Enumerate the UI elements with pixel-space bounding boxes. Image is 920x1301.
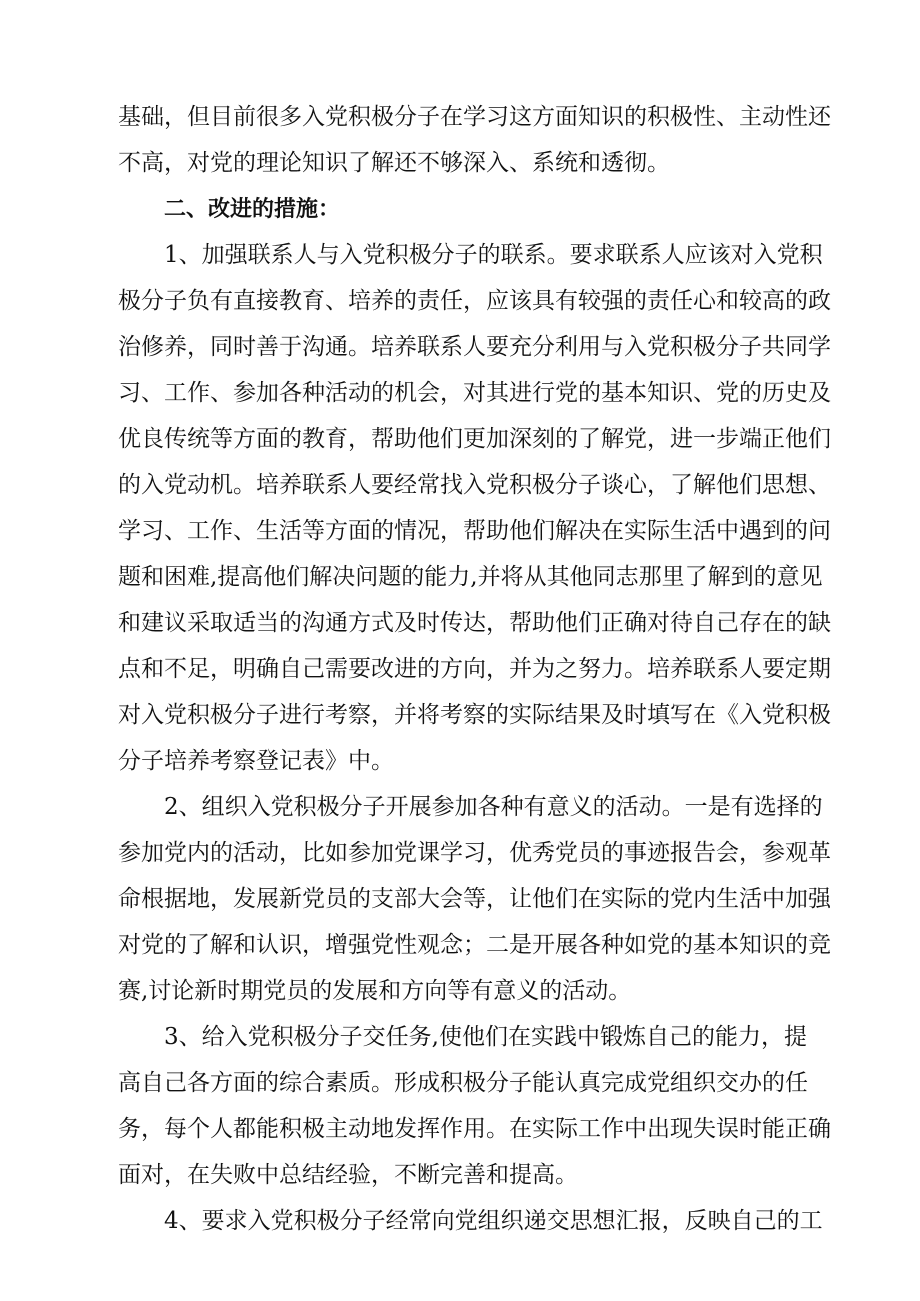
intro-line: 不高，对党的理论知识了解还不够深入、系统和透彻。: [118, 150, 670, 176]
paragraph-line: 高自己各方面的综合素质。形成积极分子能认真完成党组织交办的任: [118, 1070, 808, 1096]
paragraph-line: 对党的了解和认识，增强党性观念；二是开展各种如党的基本知识的竞: [118, 932, 831, 958]
paragraph-line: 学习、工作、生活等方面的情况，帮助他们解决在实际生活中遇到的问: [118, 518, 831, 544]
paragraph-line: 面对，在失败中总结经验，不断完善和提高。: [118, 1162, 578, 1188]
paragraph-line: 的入党动机。培养联系人要经常找入党积极分子谈心，了解他们思想、: [118, 472, 831, 498]
paragraph-line: 极分子负有直接教育、培养的责任，应该具有较强的责任心和较高的政: [118, 288, 831, 314]
paragraph-line: 优良传统等方面的教育，帮助他们更加深刻的了解党，进一步端正他们: [118, 426, 831, 452]
paragraph-line: 3、给入党积极分子交任务,使他们在实践中锻炼自己的能力，提: [164, 1024, 807, 1050]
paragraph-line: 对入党积极分子进行考察，并将考察的实际结果及时填写在《入党积极: [118, 702, 831, 728]
paragraph-line: 点和不足，明确自己需要改进的方向，并为之努力。培养联系人要定期: [118, 656, 831, 682]
paragraph-line: 2、组织入党积极分子开展参加各种有意义的活动。一是有选择的: [164, 794, 823, 820]
paragraph-line: 治修养，同时善于沟通。培养联系人要充分利用与入党积极分子共同学: [118, 334, 831, 360]
paragraph-line: 1、加强联系人与入党积极分子的联系。要求联系人应该对入党积: [164, 242, 823, 268]
paragraph-line: 参加党内的活动，比如参加党课学习，优秀党员的事迹报告会，参观革: [118, 840, 831, 866]
section-heading: 二、改进的措施：: [164, 197, 341, 222]
paragraph-line: 赛,讨论新时期党员的发展和方向等有意义的活动。: [118, 978, 632, 1004]
paragraph-line: 命根据地，发展新党员的支部大会等，让他们在实际的党内生活中加强: [118, 886, 831, 912]
paragraph-line: 4、要求入党积极分子经常向党组织递交思想汇报，反映自己的工: [164, 1208, 823, 1234]
paragraph-line: 分子培养考察登记表》中。: [118, 748, 394, 774]
paragraph-line: 题和困难,提高他们解决问题的能力,并将从其他同志那里了解到的意见: [118, 564, 823, 590]
paragraph-line: 务，每个人都能积极主动地发挥作用。在实际工作中出现失误时能正确: [118, 1116, 831, 1142]
paragraph-line: 和建议采取适当的沟通方式及时传达，帮助他们正确对待自己存在的缺: [118, 610, 831, 636]
paragraph-line: 习、工作、参加各种活动的机会，对其进行党的基本知识、党的历史及: [118, 380, 831, 406]
intro-line: 基础，但目前很多入党积极分子在学习这方面知识的积极性、主动性还: [118, 104, 831, 130]
